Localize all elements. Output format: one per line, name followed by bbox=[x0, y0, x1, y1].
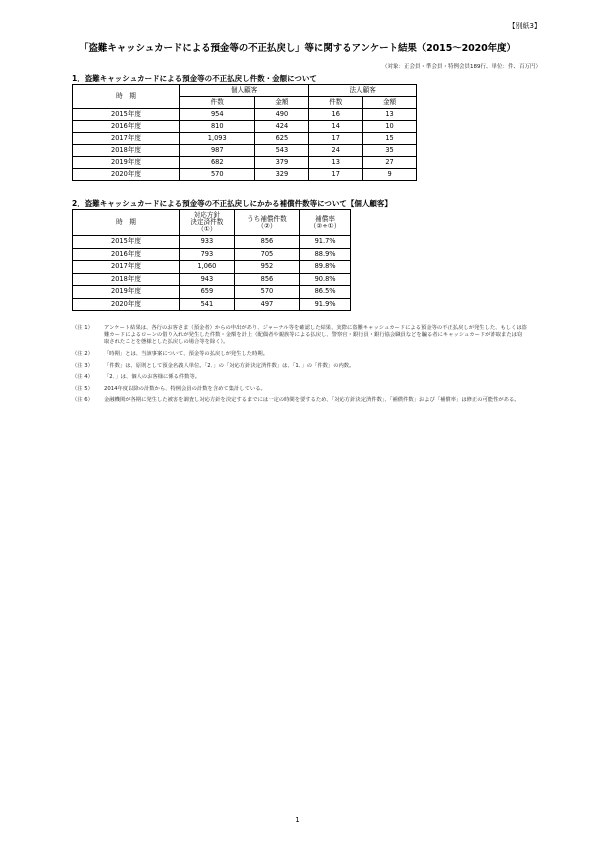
cell-ind-amount: 625 bbox=[255, 133, 309, 145]
cell-ind-count: 810 bbox=[180, 121, 255, 133]
compensated-header bbox=[234, 210, 299, 236]
cell-corp-amount: 13 bbox=[363, 109, 417, 121]
cell-compensated: 570 bbox=[234, 286, 299, 299]
cell-ind-amount: 490 bbox=[255, 109, 309, 121]
decided-header-line: 対応方針 bbox=[193, 211, 221, 220]
cell-rate: 86.5% bbox=[300, 286, 351, 299]
decided-header bbox=[180, 210, 235, 236]
cell-ind-count: 987 bbox=[180, 145, 255, 157]
cell-ind-amount: 329 bbox=[255, 169, 309, 181]
fraud-count-amount-table bbox=[72, 84, 417, 181]
footnote-text: 金融機関が各期に発生した被害を調査し対応方針を決定するまでには一定の時間を要するため、「対応方針決定済件数」、「補償件数」および「補償率」は修正の可能性がある。 bbox=[104, 397, 520, 404]
footnote-label: （注 3） bbox=[72, 362, 93, 369]
footnote-text: 「2．」は、個人のお客様に係る件数等。 bbox=[104, 374, 201, 381]
cell-compensated: 952 bbox=[234, 261, 299, 274]
rate-header-line: 補償率 bbox=[315, 214, 335, 223]
cell-ind-count: 682 bbox=[180, 157, 255, 169]
footnote bbox=[72, 374, 527, 381]
table-row bbox=[73, 109, 417, 121]
table-row bbox=[73, 273, 351, 286]
cell-rate: 90.8% bbox=[300, 273, 351, 286]
cell-corp-amount: 9 bbox=[363, 169, 417, 181]
cell-year: 2018年度 bbox=[73, 145, 180, 157]
document-title: 「盗難キャッシュカードによる預金等の不正払戻し」等に関するアンケート結果（2015～2020年度） bbox=[79, 43, 516, 54]
rate-header-line: （②÷①） bbox=[309, 221, 341, 230]
cell-decided: 943 bbox=[180, 273, 235, 286]
cell-corp-count: 24 bbox=[309, 145, 363, 157]
cell-corp-amount: 27 bbox=[363, 157, 417, 169]
individual-header: 個人顧客 bbox=[180, 85, 309, 97]
cell-rate: 89.8% bbox=[300, 261, 351, 274]
cell-compensated: 497 bbox=[234, 298, 299, 311]
period-header: 時 期 bbox=[73, 85, 180, 109]
section2-heading: 2．盗難キャッシュカードによる預金等の不正払戻しにかかる補償件数等について【個人顧客】 bbox=[72, 199, 392, 208]
cell-year: 2019年度 bbox=[73, 286, 180, 299]
footnote-text: アンケート結果は、各行のお客さま（預金者）からの申出があり、ジャーナル等を確認した結果、実際に盗難キャッシュカードによる預金等の不正払戻しが発生した、もしくは盗難カードによるローンの借り入れが発生した件数・金額を計上（配偶者や親族等による払戻し、警察官・銀行員・銀行協会職員などを騙る者にキャッシュカードが詐取または窃取されたことを態様とした払戻しの場合等を除く）。 bbox=[104, 325, 527, 346]
cell-corp-amount: 10 bbox=[363, 121, 417, 133]
cell-year: 2019年度 bbox=[73, 157, 180, 169]
cell-rate: 91.7% bbox=[300, 236, 351, 249]
cell-year: 2017年度 bbox=[73, 261, 180, 274]
footnote-label: （注 2） bbox=[72, 350, 93, 357]
corp-count-header: 件数 bbox=[309, 97, 363, 109]
survey-scope-note: （対象：正会員・準会員・特例会員189行、単位：件、百万円） bbox=[382, 64, 541, 70]
cell-ind-count: 954 bbox=[180, 109, 255, 121]
cell-corp-count: 14 bbox=[309, 121, 363, 133]
table-row bbox=[73, 298, 351, 311]
table-row bbox=[73, 261, 351, 274]
table-row bbox=[73, 157, 417, 169]
cell-ind-amount: 543 bbox=[255, 145, 309, 157]
rate-header bbox=[300, 210, 351, 236]
footnote-label: （注 5） bbox=[72, 385, 93, 392]
cell-corp-amount: 35 bbox=[363, 145, 417, 157]
cell-decided: 659 bbox=[180, 286, 235, 299]
table-row bbox=[73, 236, 351, 249]
corp-amount-header: 金額 bbox=[363, 97, 417, 109]
cell-year: 2020年度 bbox=[73, 298, 180, 311]
footnote-text: 「件数」は、原則として預金名義人単位。「2．」の「対応方針決定済件数」は、「1．」の「件数」の内数。 bbox=[104, 362, 355, 369]
cell-year: 2017年度 bbox=[73, 133, 180, 145]
cell-compensated: 856 bbox=[234, 236, 299, 249]
cell-year: 2015年度 bbox=[73, 109, 180, 121]
section1-heading: 1．盗難キャッシュカードによる預金等の不正払戻し件数・金額について bbox=[72, 74, 317, 83]
footnote-label: （注 1） bbox=[72, 325, 93, 331]
cell-decided: 793 bbox=[180, 248, 235, 261]
attachment-label: 【別紙3】 bbox=[508, 22, 541, 30]
footnote-text: 「時期」とは、当該事案について、預金等の払戻しが発生した時期。 bbox=[104, 350, 268, 357]
cell-ind-count: 570 bbox=[180, 169, 255, 181]
table-row bbox=[73, 133, 417, 145]
footnote-label: （注 6） bbox=[72, 397, 93, 404]
table-row bbox=[73, 121, 417, 133]
cell-ind-amount: 379 bbox=[255, 157, 309, 169]
cell-year: 2016年度 bbox=[73, 121, 180, 133]
cell-corp-count: 13 bbox=[309, 157, 363, 169]
cell-corp-count: 17 bbox=[309, 133, 363, 145]
cell-decided: 1,060 bbox=[180, 261, 235, 274]
footnotes bbox=[72, 325, 527, 409]
cell-rate: 91.9% bbox=[300, 298, 351, 311]
table-row bbox=[73, 248, 351, 261]
table-row bbox=[73, 286, 351, 299]
compensation-table bbox=[72, 209, 351, 311]
cell-year: 2016年度 bbox=[73, 248, 180, 261]
table-row bbox=[73, 145, 417, 157]
cell-ind-amount: 424 bbox=[255, 121, 309, 133]
compensated-header-line: （②） bbox=[257, 221, 277, 230]
footnote bbox=[72, 397, 527, 404]
footnote bbox=[72, 325, 527, 346]
cell-year: 2018年度 bbox=[73, 273, 180, 286]
compensated-header-line: うち補償件数 bbox=[247, 214, 287, 223]
cell-compensated: 705 bbox=[234, 248, 299, 261]
footnote bbox=[72, 386, 527, 393]
cell-corp-amount: 15 bbox=[363, 133, 417, 145]
footnote-label: （注 4） bbox=[72, 374, 93, 381]
decided-header-line: 決定済件数 bbox=[190, 218, 224, 227]
table-row bbox=[73, 169, 417, 181]
cell-decided: 541 bbox=[180, 298, 235, 311]
ind-amount-header: 金額 bbox=[255, 97, 309, 109]
corporate-header: 法人顧客 bbox=[309, 85, 417, 97]
cell-corp-count: 17 bbox=[309, 169, 363, 181]
ind-count-header: 件数 bbox=[180, 97, 255, 109]
cell-corp-count: 16 bbox=[309, 109, 363, 121]
decided-header-line: （①） bbox=[197, 224, 217, 233]
cell-decided: 933 bbox=[180, 236, 235, 249]
footnote bbox=[72, 363, 527, 370]
cell-ind-count: 1,093 bbox=[180, 133, 255, 145]
cell-year: 2015年度 bbox=[73, 236, 180, 249]
footnote-text: 2014年度以降の計数から、特例会員の計数を含めて集計している。 bbox=[104, 385, 266, 392]
footnote bbox=[72, 351, 527, 358]
page-number: 1 bbox=[295, 816, 300, 824]
period-header: 時 期 bbox=[73, 210, 180, 236]
cell-compensated: 856 bbox=[234, 273, 299, 286]
cell-year: 2020年度 bbox=[73, 169, 180, 181]
cell-rate: 88.9% bbox=[300, 248, 351, 261]
